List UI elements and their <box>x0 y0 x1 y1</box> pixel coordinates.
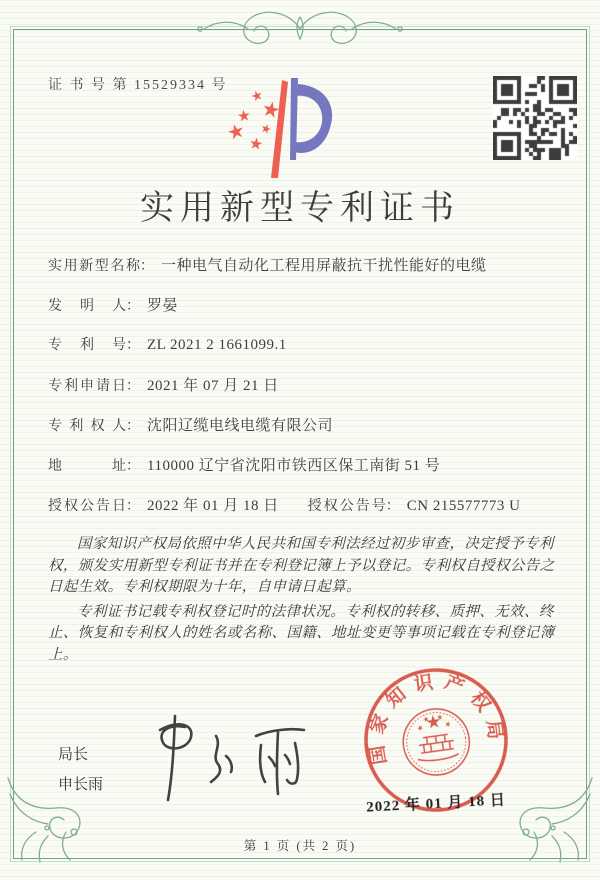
label-colon: ： <box>126 379 140 394</box>
legal-paragraph-1: 国家知识产权局依照中华人民共和国专利法经过初步审查，决定授予专利权，颁发实用新型专利证书并在专利登记簿上予以登记。专利权自授权公告之日起生效。专利权期限为十年，自申请日起算。 <box>48 536 555 595</box>
label-colon: ： <box>126 499 140 514</box>
label-colon: ： <box>126 419 140 434</box>
field-value: CN 215577773 U <box>406 498 521 514</box>
signer-title: 局长 <box>58 746 89 763</box>
field-value: 110000 辽宁省沈阳市铁西区保工南街 51 号 <box>147 458 441 474</box>
field-label: 专利号 <box>48 338 126 353</box>
field-row-inventor <box>48 294 566 316</box>
legal-text <box>48 534 564 669</box>
field-label: 发明人 <box>48 299 126 314</box>
field-label: 授权公告日 <box>48 499 126 514</box>
field-label: 授权公告号 <box>307 499 386 514</box>
field-row-address <box>48 454 566 476</box>
seal-date: 2022 年 01 月 18 日 <box>365 792 507 816</box>
field-value: 一种电气自动化工程用屏蔽抗干扰性能好的电缆 <box>161 258 487 274</box>
label-colon: ： <box>126 299 140 314</box>
field-label: 专利申请日 <box>48 379 126 394</box>
field-row-grant <box>48 494 566 516</box>
qr-code <box>493 76 577 160</box>
field-list <box>48 254 566 534</box>
seal-text: 国家知识产权局 <box>365 670 507 767</box>
label-colon: ： <box>385 499 400 514</box>
grant-number-group <box>308 495 521 515</box>
certificate-title: 实用新型专利证书 <box>140 190 460 227</box>
legal-paragraph-2: 专利证书记载专利权登记时的法律状况。专利权的转移、质押、无效、终止、恢复和专利权人的姓名或名称、国籍、地址变更等事项记载在专利登记簿上。 <box>48 603 555 663</box>
signer-block <box>58 740 103 800</box>
svg-text:国家知识产权局 <box>357 661 508 766</box>
field-value: 沈阳辽缆电线电缆有限公司 <box>147 418 334 434</box>
certificate-number: 证 书 号 第 15529334 号 <box>48 78 228 93</box>
field-value: 罗晏 <box>147 298 179 314</box>
cnipa-logo-icon <box>226 74 338 184</box>
label-colon: ： <box>126 459 140 474</box>
page-number: 第 1 页 (共 2 页) <box>243 839 357 853</box>
field-row-name <box>48 254 566 276</box>
field-value: ZL 2021 2 1661099.1 <box>147 337 287 353</box>
director-signature-icon <box>118 710 328 810</box>
label-colon: ： <box>140 259 154 274</box>
field-value: 2021 年 07 月 21 日 <box>147 378 279 394</box>
field-row-filing-date <box>48 374 566 396</box>
top-flourish-ornament <box>170 3 430 51</box>
field-value: 2022 年 01 月 18 日 <box>147 498 279 514</box>
label-colon: ： <box>126 338 140 353</box>
grant-date-group <box>48 494 304 515</box>
field-label: 专利权人 <box>48 419 126 434</box>
field-row-patentee <box>48 414 566 436</box>
field-label: 实用新型名称 <box>48 259 140 274</box>
signer-name: 申长雨 <box>58 776 104 793</box>
field-label: 地址 <box>48 459 126 474</box>
field-row-patent-number <box>48 334 566 356</box>
